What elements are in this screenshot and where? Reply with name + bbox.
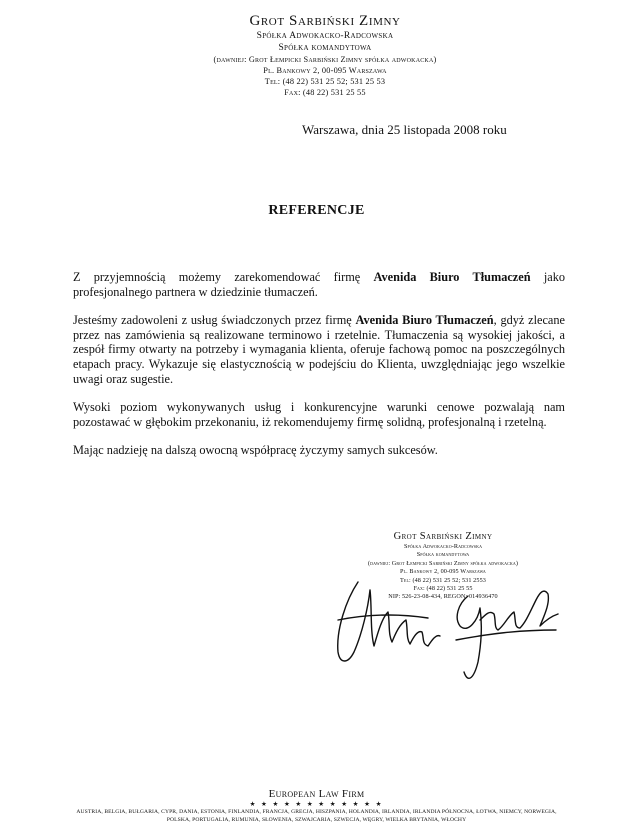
stamp-address: Pl. Bankowy 2, 00-095 Warszawa <box>400 568 486 576</box>
letter-body <box>73 270 565 472</box>
letterhead <box>180 12 470 98</box>
paragraph-2 <box>73 313 565 386</box>
paragraph-1-end: jako profesjonalnego partnera w dziedzinie tłumaczeń. <box>73 270 565 299</box>
stamp-company-form: Spółka komandytowa <box>416 551 470 559</box>
company-name-2: Avenida Biuro Tłumaczeń <box>355 313 494 328</box>
stamp-former-name: (dawniej: Grot Łempicki Sarbiński Zimny spółka adwokacka) <box>368 559 518 567</box>
paragraph-4: Mając nadzieję na dalszą owocną współpracę życzymy samych sukcesów. <box>73 443 438 458</box>
footer <box>0 788 633 824</box>
letterhead-phone: Tel: (48 22) 531 25 52; 531 25 53 <box>264 77 386 86</box>
footer-network-name: European Law Firm <box>268 788 365 800</box>
stamp-company-type: Spółka Adwokacko-Radcowska <box>403 543 483 550</box>
letterhead-address: Pl. Bankowy 2, 00-095 Warszawa <box>263 66 387 75</box>
stamp-fax: Fax: (48 22) 531 25 55 <box>413 585 473 593</box>
paragraph-3: Wysoki poziom wykonywanych usług i konkurencyjne warunki cenowe pozwalają nam pozostawać w głębokim przekonaniu, iż rekomendujemy firmę solidną, profesjonalną i rzetelną. <box>73 400 565 429</box>
stamp-tax-ids: NIP: 526-23-08-434, REGON: 014936470 <box>388 593 498 601</box>
letterhead-fax: Fax: (48 22) 531 25 55 <box>284 88 366 97</box>
stamp-phone: Tel: (48 22) 531 25 52; 531 2553 <box>400 576 486 584</box>
paragraph-1 <box>73 270 565 299</box>
letterhead-company-type: Spółka Adwokacko-Radcowska <box>256 31 394 41</box>
company-name-1: Avenida Biuro Tłumaczeń <box>373 270 531 284</box>
paragraph-2-start: Jesteśmy zadowoleni z usług świadczonych przez firmę <box>73 313 356 328</box>
letter-date: Warszawa, dnia 25 listopada 2008 roku <box>302 122 507 137</box>
paragraph-1-start: Z przyjemnością możemy zarekomendować firmę <box>73 270 374 284</box>
handwritten-signature <box>318 560 578 690</box>
footer-country-list: AUSTRIA, BELGIA, BUŁGARIA, CYPR, DANIA, ESTONIA, FINLANDIA, FRANCJA, GRECJA, HISZPANIA, HOLANDIA, IRLANDIA, IRLANDIA PÓŁNOCNA, ŁOTWA, NIEMCY, NORWEGIA, POLSKA, PORTUGALIA, RUMUNIA, SŁOWENIA, SZWAJCARIA, SZWECJA, WĘGRY, WIELKA BRYTANIA, WŁOCHY <box>76 809 557 823</box>
letterhead-former-name: (dawniej: Grot Łempicki Sarbiński Zimny spółka adwokacka) <box>213 55 437 64</box>
letterhead-firm-name: Grot Sarbiński Zimny <box>249 13 401 29</box>
letterhead-company-form: Spółka komandytowa <box>278 43 372 53</box>
paragraph-2-end: , gdyż zlecane przez nas zamówienia są realizowane terminowo i rzetelnie. Tłumaczenia są wysokiej jakości, a zespół firmy otwarty na potrzeby i wymagania klienta, oferuje fachową pomoc na poszczególnych etapach pracy. Wykazuje się elastycznością w podejściu do Klienta, uwzględniając jego wszelkie uwagi oraz sugestie. <box>73 313 565 386</box>
stamp-firm-name: Grot Sarbiński Zimny <box>393 531 493 542</box>
document-heading: REFERENCJE <box>268 203 365 218</box>
footer-stars: ★ ★ ★ ★ ★ ★ ★ ★ ★ ★ ★ ★ <box>249 801 384 808</box>
